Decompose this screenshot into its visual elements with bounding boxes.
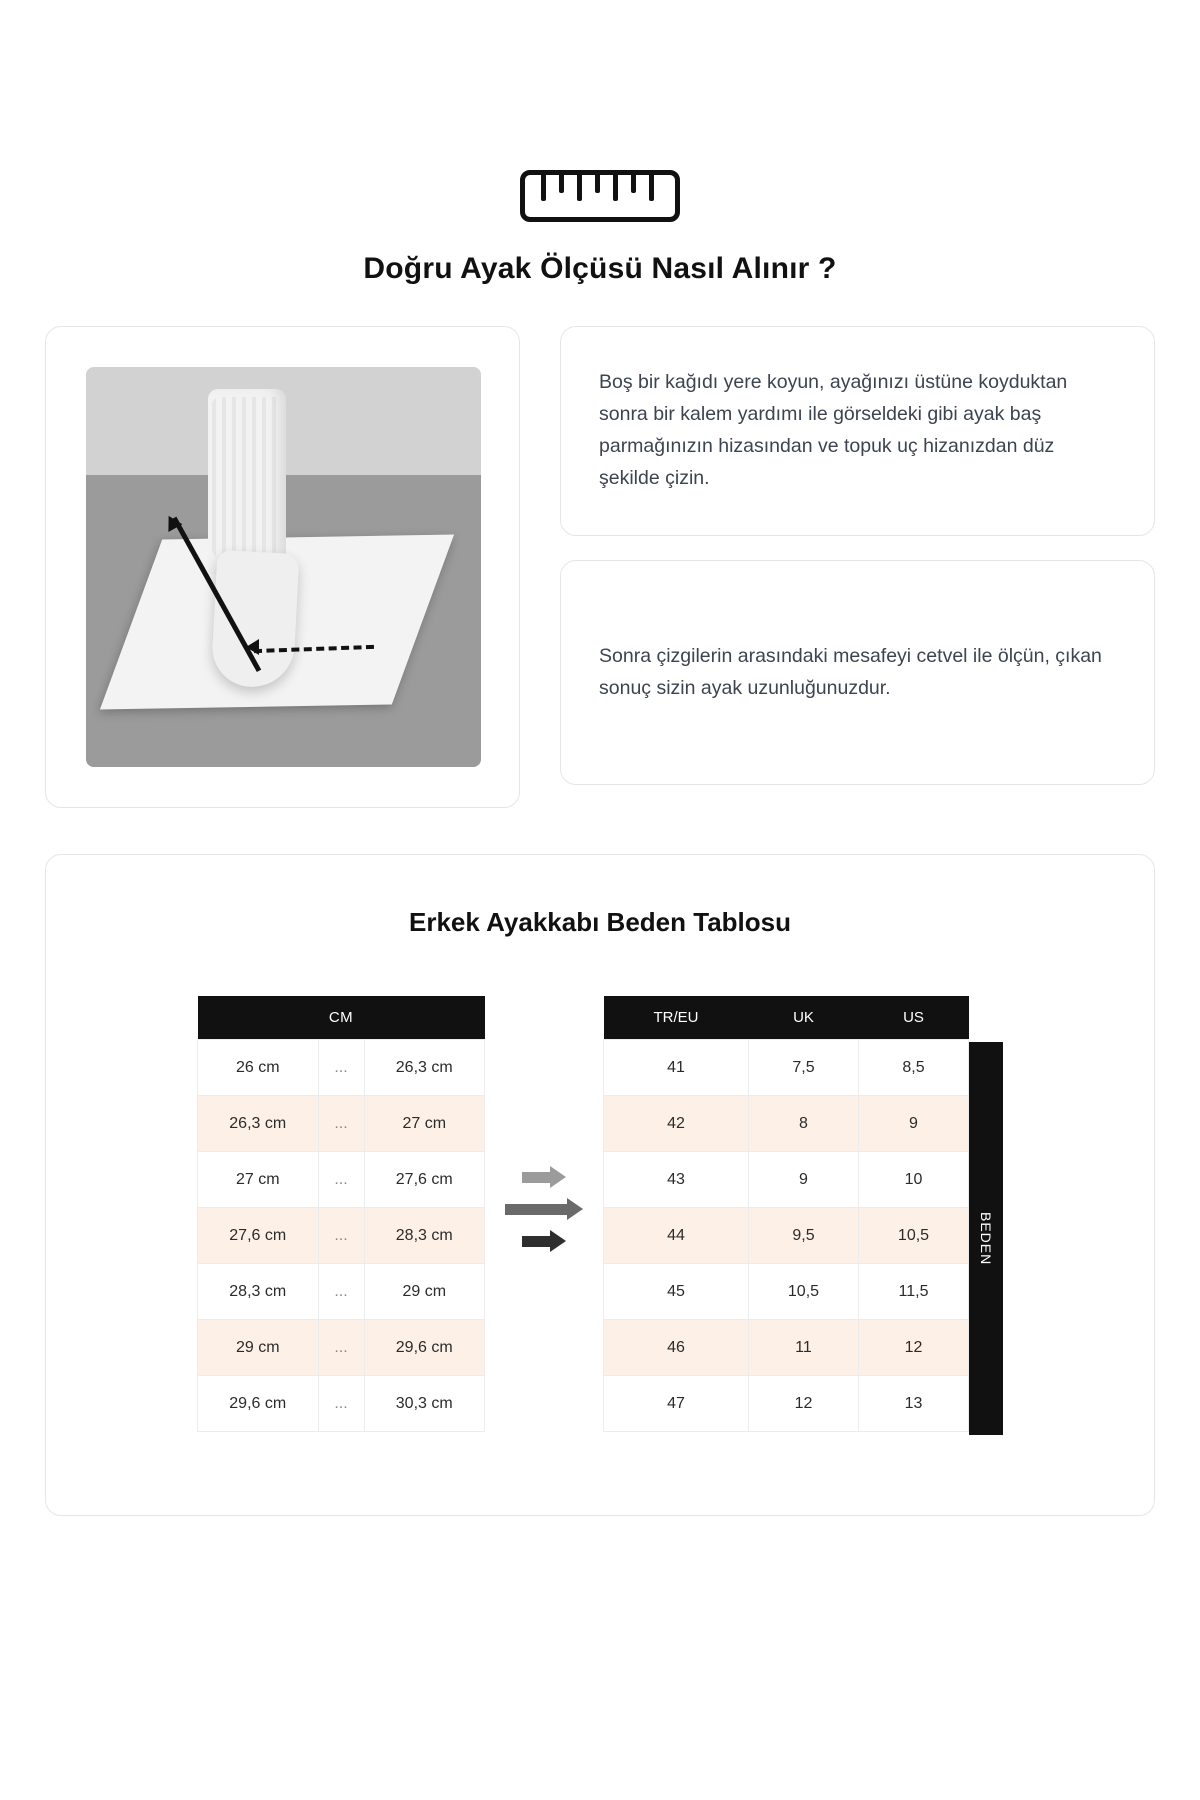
cm-from: 29 cm: [198, 1320, 319, 1376]
arrow-icon-dark: [522, 1230, 566, 1252]
intro-section: [45, 326, 1155, 808]
cm-to: 26,3 cm: [364, 1040, 485, 1096]
cell-tr-eu: 44: [604, 1208, 749, 1264]
cell-uk: 8: [748, 1096, 858, 1152]
table-row: [198, 1096, 485, 1152]
size-tables-wrap: [86, 996, 1114, 1435]
table-row: [604, 1376, 969, 1432]
cm-table-header: CM: [198, 996, 485, 1040]
cell-us: 9: [858, 1096, 968, 1152]
cm-to: 27 cm: [364, 1096, 485, 1152]
table-row: [604, 1040, 969, 1096]
cell-us: 10,5: [858, 1208, 968, 1264]
cell-tr-eu: 43: [604, 1152, 749, 1208]
cell-uk: 9,5: [748, 1208, 858, 1264]
size-conversion-table: [603, 996, 969, 1432]
cm-to: 28,3 cm: [364, 1208, 485, 1264]
beden-side-label-text: BEDEN: [978, 1211, 994, 1266]
cm-from: 28,3 cm: [198, 1264, 319, 1320]
cell-uk: 7,5: [748, 1040, 858, 1096]
cm-to: 27,6 cm: [364, 1152, 485, 1208]
photo-sock: [208, 389, 286, 574]
table-row: [604, 1152, 969, 1208]
cm-separator: ...: [318, 1320, 364, 1376]
table-row: [604, 1096, 969, 1152]
header-uk: UK: [748, 996, 858, 1040]
cell-uk: 9: [748, 1152, 858, 1208]
size-table-card: [45, 854, 1155, 1516]
cell-tr-eu: 47: [604, 1376, 749, 1432]
cm-separator: ...: [318, 1376, 364, 1432]
cell-us: 11,5: [858, 1264, 968, 1320]
table-row: [198, 1376, 485, 1432]
table-row: [604, 1208, 969, 1264]
ruler-icon-wrap: [45, 170, 1155, 222]
instruction-card-2: [560, 560, 1155, 785]
cell-tr-eu: 41: [604, 1040, 749, 1096]
table-row: [198, 1040, 485, 1096]
cm-from: 26,3 cm: [198, 1096, 319, 1152]
cm-from: 29,6 cm: [198, 1376, 319, 1432]
cm-to: 29 cm: [364, 1264, 485, 1320]
cm-from: 26 cm: [198, 1040, 319, 1096]
cm-separator: ...: [318, 1208, 364, 1264]
instruction-text-1: Boş bir kağıdı yere koyun, ayağınızı üstüne koyduktan sonra bir kalem yardımı ile görseldeki gibi ayak baş parmağınızın hizasından ve topuk uç hizanızdan düz şekilde çizin.: [599, 371, 1068, 489]
cm-table: [197, 996, 485, 1432]
size-table-header-row: [604, 996, 969, 1040]
cell-tr-eu: 45: [604, 1264, 749, 1320]
arrow-icon-medium: [505, 1198, 583, 1220]
beden-side-label: [969, 1042, 1003, 1435]
cell-uk: 12: [748, 1376, 858, 1432]
size-table-title: Erkek Ayakkabı Beden Tablosu: [409, 907, 791, 937]
cm-table-header-row: [198, 996, 485, 1040]
measure-arrow-head-left-icon: [246, 639, 259, 655]
table-row: [198, 1264, 485, 1320]
cell-tr-eu: 42: [604, 1096, 749, 1152]
cell-us: 12: [858, 1320, 968, 1376]
cm-separator: ...: [318, 1264, 364, 1320]
page-title: Doğru Ayak Ölçüsü Nasıl Alınır ?: [363, 252, 837, 285]
cm-to: 29,6 cm: [364, 1320, 485, 1376]
table-row: [198, 1208, 485, 1264]
foot-measure-photo: [86, 367, 481, 767]
cell-uk: 11: [748, 1320, 858, 1376]
header-us: US: [858, 996, 968, 1040]
cell-us: 8,5: [858, 1040, 968, 1096]
table-row: [198, 1152, 485, 1208]
ruler-icon: [520, 170, 680, 222]
cm-to: 30,3 cm: [364, 1376, 485, 1432]
conversion-arrows: [485, 996, 603, 1252]
instruction-card-1: [560, 326, 1155, 536]
cell-us: 13: [858, 1376, 968, 1432]
table-row: [604, 1264, 969, 1320]
arrow-icon-light: [522, 1166, 566, 1188]
table-row: [604, 1320, 969, 1376]
cm-separator: ...: [318, 1096, 364, 1152]
cell-uk: 10,5: [748, 1264, 858, 1320]
instruction-text-2: Sonra çizgilerin arasındaki mesafeyi cetvel ile ölçün, çıkan sonuç sizin ayak uzunluğunuzdur.: [599, 644, 1102, 699]
instruction-column: [560, 326, 1155, 785]
cm-separator: ...: [318, 1040, 364, 1096]
table-row: [198, 1320, 485, 1376]
cm-separator: ...: [318, 1152, 364, 1208]
cm-from: 27,6 cm: [198, 1208, 319, 1264]
foot-measure-photo-card: [45, 326, 520, 808]
cm-from: 27 cm: [198, 1152, 319, 1208]
header-tr-eu: TR/EU: [604, 996, 749, 1040]
cell-us: 10: [858, 1152, 968, 1208]
cell-tr-eu: 46: [604, 1320, 749, 1376]
